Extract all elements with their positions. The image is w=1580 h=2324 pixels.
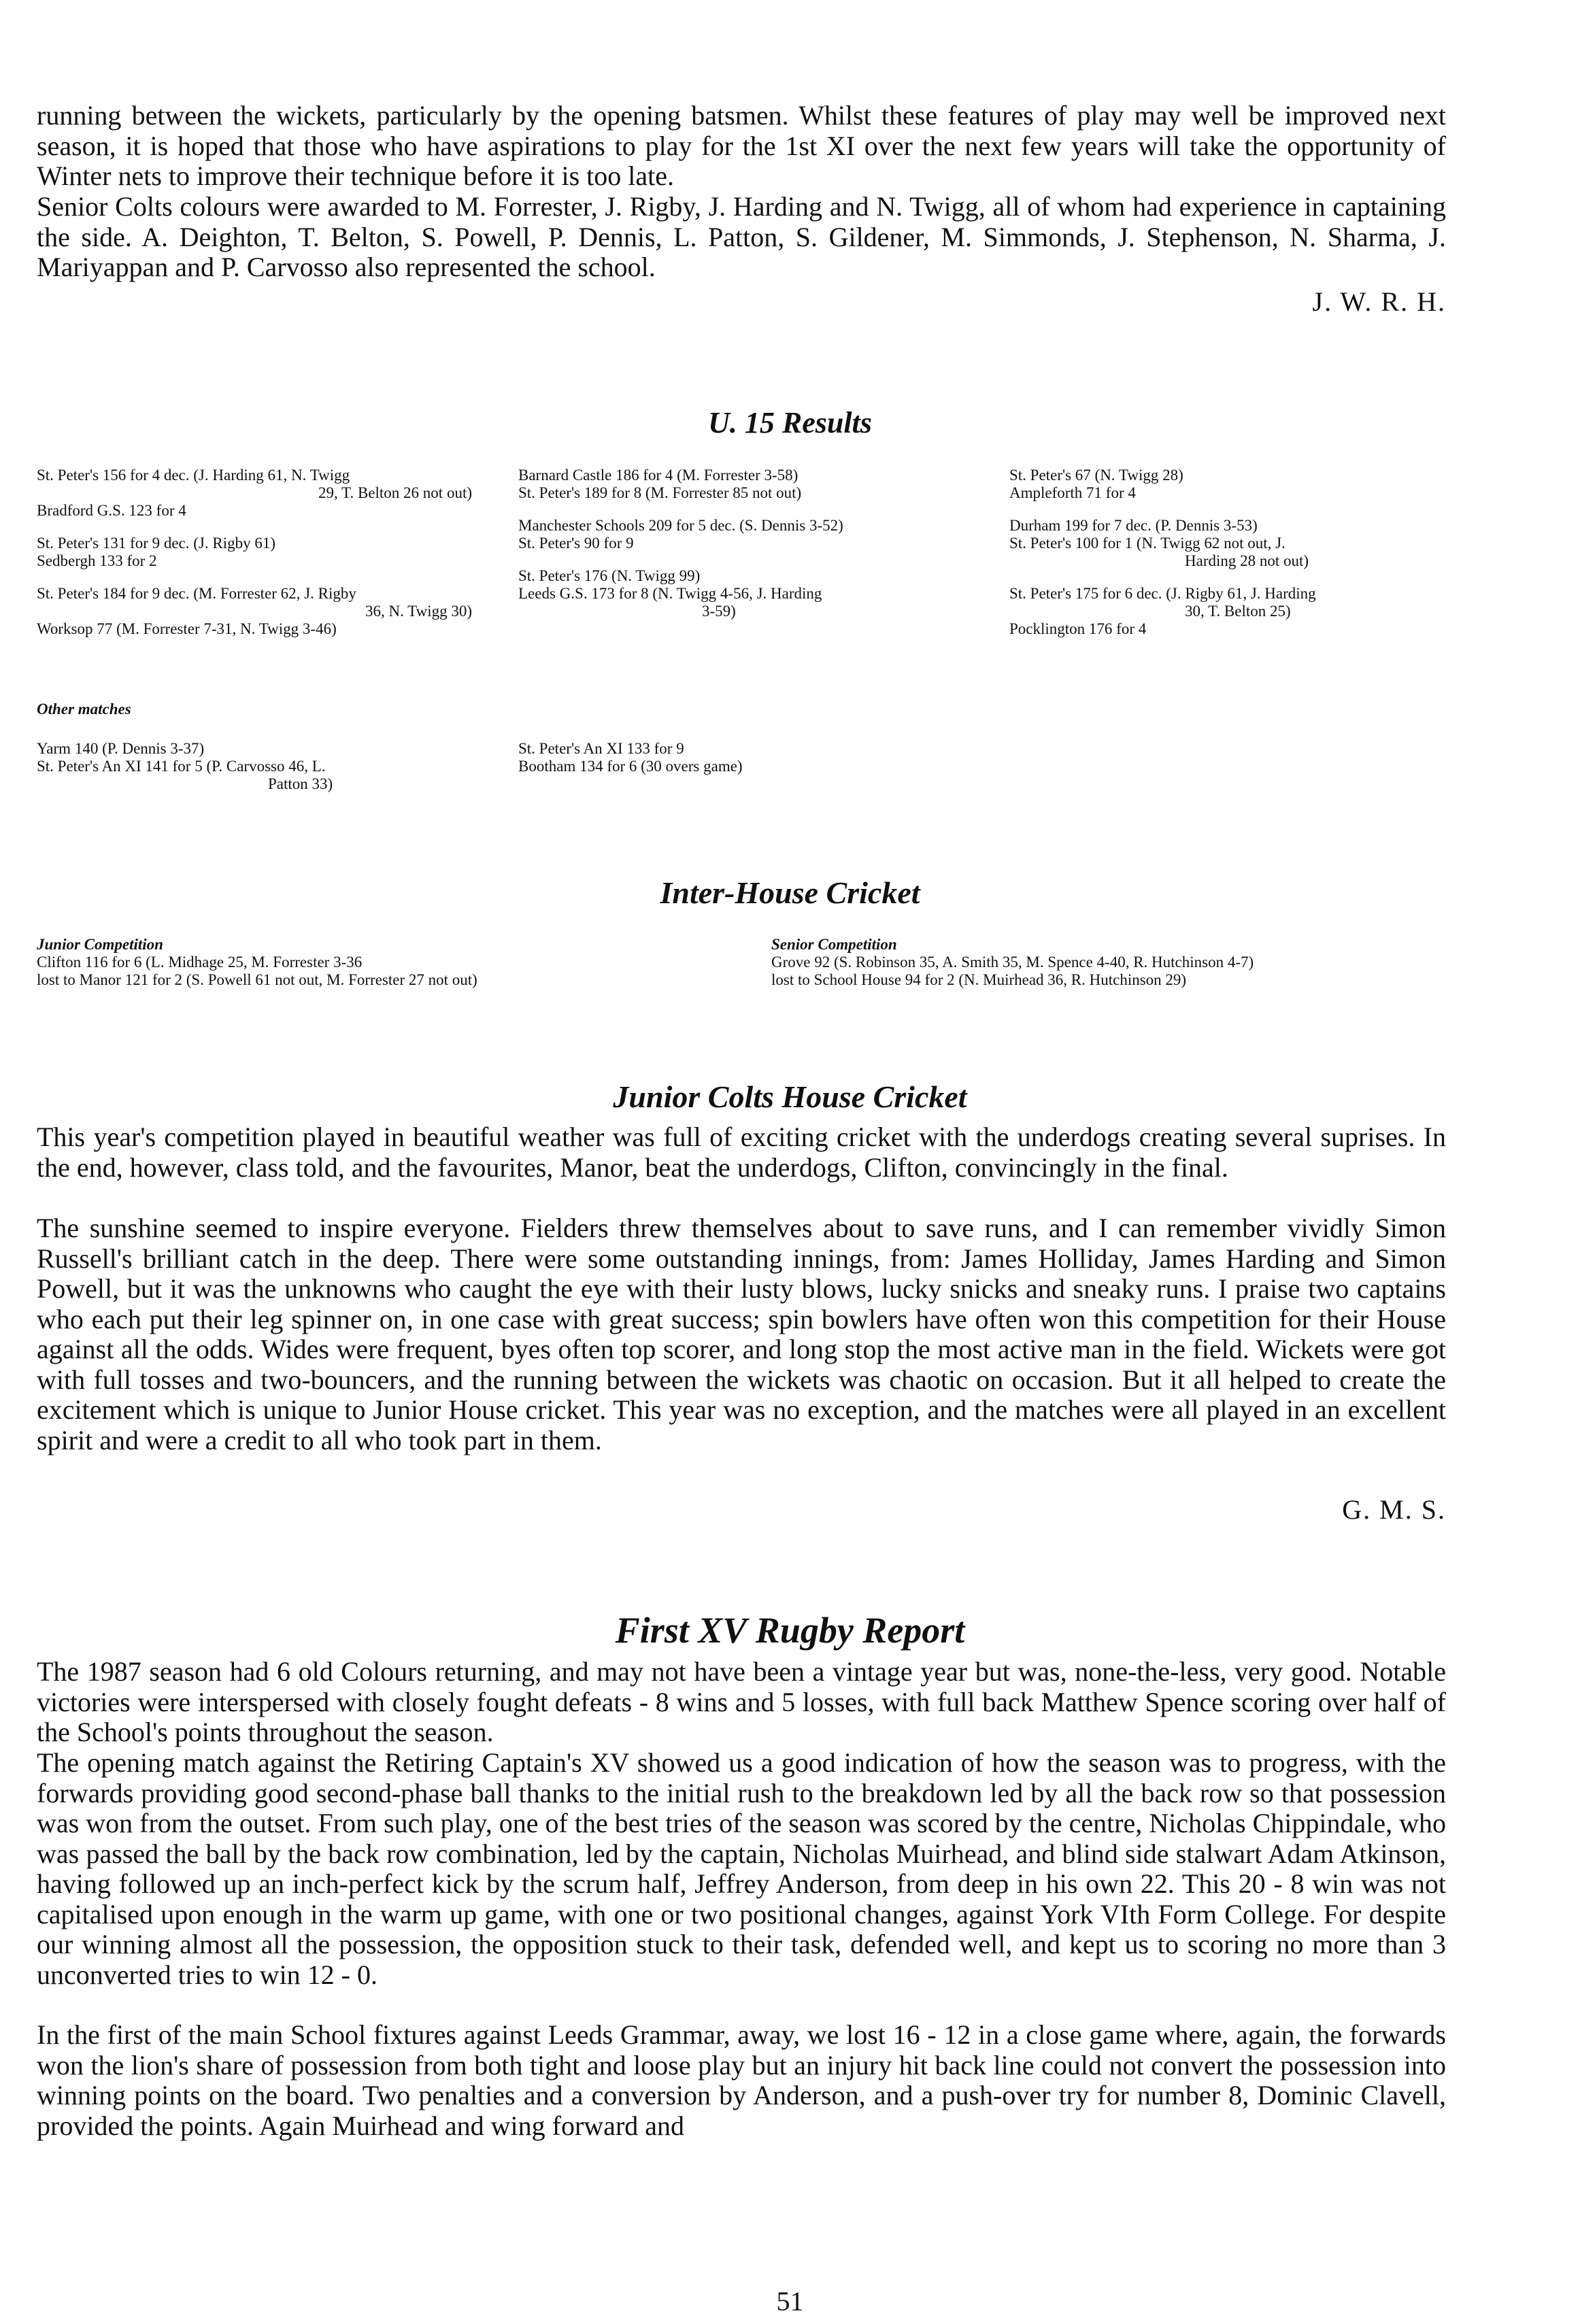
result-entry <box>518 467 954 502</box>
result-line: Ampleforth 71 for 4 <box>1009 484 1136 501</box>
cricket-paragraph-2: Senior Colts colours were awarded to M. Forrester, J. Rigby, J. Harding and N. Twigg, all of whom had experience in captaining the side. A. Deighton, T. Belton, S. Powell, P. Dennis, L. Patton, S. Gildener, M. Simmonds, J. Stephenson, N. Sharma, J. Mariyappan and P. Carvosso also represented the school. <box>37 191 1446 282</box>
result-entry <box>37 467 472 520</box>
result-line: 29, T. Belton 26 not out) <box>318 484 472 501</box>
result-line: Sedbergh 133 for 2 <box>37 552 157 569</box>
junior-colts-signature: G. M. S. <box>1342 1494 1446 1525</box>
rugby-paragraph-1: The 1987 season had 6 old Colours returning, and may not have been a vintage year but was, none-the-less, very good. Notable victories were interspersed with closely fought defeats - 8 wins and 5 losses, with full back Matthew Spence scoring over half of the School's points throughout the season. <box>37 1656 1446 1747</box>
result-line: St. Peter's 175 for 6 dec. (J. Rigby 61, J. Harding <box>1009 585 1316 602</box>
result-entry <box>37 585 472 638</box>
result-line: Manchester Schools 209 for 5 dec. (S. Dennis 3-52) <box>518 517 843 534</box>
result-line: Pocklington 176 for 4 <box>1009 620 1147 637</box>
result-line: Bootham 134 for 6 (30 overs game) <box>518 758 743 775</box>
other-matches-column-1 <box>37 740 472 808</box>
page-number: 51 <box>776 2286 804 2317</box>
result-line: 3-59) <box>702 603 736 620</box>
result-line: St. Peter's 90 for 9 <box>518 535 634 552</box>
competition-line: lost to School House 94 for 2 (N. Muirhead 36, R. Hutchinson 29) <box>771 971 1187 988</box>
result-entry <box>518 740 954 775</box>
cricket-paragraph-1: running between the wickets, particularly by the opening batsmen. Whilst these features of play may well be improved next season, it is hoped that those who have aspirations to play for the 1st XI over the next few years will take the opportunity of Winter nets to improve their technique before it is too late. <box>37 100 1446 191</box>
junior-competition <box>37 936 751 989</box>
result-line: St. Peter's 67 (N. Twigg 28) <box>1009 467 1183 484</box>
u15-column-2 <box>518 467 954 635</box>
u15-column-1 <box>37 467 472 653</box>
result-line: St. Peter's 176 (N. Twigg 99) <box>518 567 701 584</box>
result-line: Patton 33) <box>268 775 333 792</box>
inter-house-heading: Inter-House Cricket <box>660 875 920 910</box>
result-line: St. Peter's 156 for 4 dec. (J. Harding 61, N. Twigg <box>37 467 350 484</box>
senior-competition <box>771 936 1451 989</box>
result-entry <box>37 740 472 793</box>
result-line: 36, N. Twigg 30) <box>365 603 472 620</box>
result-line: Durham 199 for 7 dec. (P. Dennis 3-53) <box>1009 517 1258 534</box>
other-matches-column-2 <box>518 740 954 790</box>
result-line: St. Peter's 189 for 8 (M. Forrester 85 not out) <box>518 484 802 501</box>
rugby-paragraph-3: In the first of the main School fixtures against Leeds Grammar, away, we lost 16 - 12 in a close game where, again, the forwards won the lion's share of possession from both tight and loose play but an injury hit back line could not convert the possession into winning points on the board. Two penalties and a conversion by Anderson, and a push-over try for number 8, Dominic Clavell, provided the points. Again Muirhead and wing forward and <box>37 2019 1446 2141</box>
u15-column-3 <box>1009 467 1445 653</box>
result-entry <box>1009 517 1445 570</box>
result-line: 30, T. Belton 25) <box>1185 603 1291 620</box>
competition-line: Clifton 116 for 6 (L. Midhage 25, M. Forrester 3-36 <box>37 954 363 971</box>
rugby-paragraph-2: The opening match against the Retiring Captain's XV showed us a good indication of how the season was to progress, with the forwards providing good second-phase ball thanks to the initial rush to the breakdown led by all the back row so that possession was won from the outset. From such play, one of the best tries of the season was scored by the centre, Nicholas Chippindale, who was passed the ball by the back row combination, led by the captain, Nicholas Muirhead, and blind side stalwart Adam Atkinson, having followed up an inch-perfect kick by the scrum half, Jeffrey Anderson, from deep in his own 22. This 20 - 8 win was not capitalised upon enough in the warm up game, with one or two positional changes, against York VIth Form College. For despite our winning almost all the possession, the opposition stuck to their task, defended well, and kept us to scoring no more than 3 unconverted tries to win 12 - 0. <box>37 1747 1446 1990</box>
junior-colts-paragraph-1: This year's competition played in beautiful weather was full of exciting cricket with the underdogs creating several suprises. In the end, however, class told, and the favourites, Manor, beat the underdogs, Clifton, convincingly in the final. <box>37 1122 1446 1183</box>
cricket-signature: J. W. R. H. <box>1312 286 1446 317</box>
result-line: St. Peter's 184 for 9 dec. (M. Forrester 62, J. Rigby <box>37 585 356 602</box>
result-line: Yarm 140 (P. Dennis 3-37) <box>37 740 205 757</box>
senior-competition-label: Senior Competition <box>771 936 897 953</box>
u15-results-heading: U. 15 Results <box>708 406 872 439</box>
result-line: Barnard Castle 186 for 4 (M. Forrester 3-58) <box>518 467 799 484</box>
rugby-heading: First XV Rugby Report <box>615 1610 965 1651</box>
competition-line: lost to Manor 121 for 2 (S. Powell 61 not out, M. Forrester 27 not out) <box>37 971 477 988</box>
result-entry <box>37 535 472 570</box>
result-line: St. Peter's 131 for 9 dec. (J. Rigby 61) <box>37 535 276 552</box>
result-entry <box>518 567 954 620</box>
result-line: St. Peter's An XI 141 for 5 (P. Carvosso 46, L. <box>37 758 326 775</box>
result-line: Harding 28 not out) <box>1185 552 1309 569</box>
result-entry <box>518 517 954 552</box>
result-entry <box>1009 467 1445 502</box>
junior-colts-heading: Junior Colts House Cricket <box>613 1079 967 1114</box>
competition-line: Grove 92 (S. Robinson 35, A. Smith 35, M. Spence 4-40, R. Hutchinson 4-7) <box>771 954 1254 971</box>
result-line: Leeds G.S. 173 for 8 (N. Twigg 4-56, J. Harding <box>518 585 822 602</box>
other-matches-label: Other matches <box>37 701 131 718</box>
junior-competition-label: Junior Competition <box>37 936 163 953</box>
result-entry <box>1009 585 1445 638</box>
result-line: Bradford G.S. 123 for 4 <box>37 502 186 519</box>
junior-colts-paragraph-2: The sunshine seemed to inspire everyone. Fielders threw themselves about to save runs, and I can remember vividly Simon Russell's brilliant catch in the deep. There were some outstanding innings, from: James Holliday, James Harding and Simon Powell, but it was the unknowns who caught the eye with their lusty blows, lucky snicks and sneaky runs. I praise two captains who each put their leg spinner on, in one case with great success; spin bowlers have often won this competition for their House against all the odds. Wides were frequent, byes often top scorer, and long stop the most active man in the field. Wickets were got with full tosses and two-bouncers, and the running between the wickets was chaotic on occasion. But it all helped to create the excitement which is unique to Junior House cricket. This year was no exception, and the matches were all played in an excellent spirit and were a credit to all who took part in them. <box>37 1213 1446 1455</box>
result-line: St. Peter's 100 for 1 (N. Twigg 62 not out, J. <box>1009 535 1285 552</box>
result-line: St. Peter's An XI 133 for 9 <box>518 740 684 757</box>
result-line: Worksop 77 (M. Forrester 7-31, N. Twigg 3-46) <box>37 620 337 637</box>
